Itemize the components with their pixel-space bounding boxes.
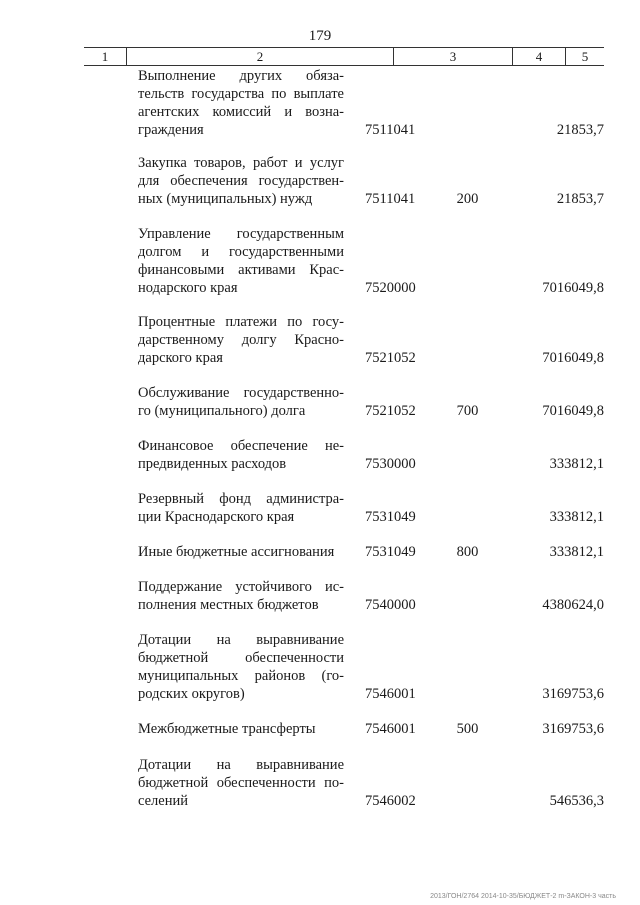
table-header-row (84, 47, 604, 66)
header-col-4: 4 (535, 49, 543, 64)
row-code: 7520000 (365, 280, 416, 296)
row-code: 7531049 (365, 509, 416, 525)
row-amount: 7016049,8 (542, 403, 604, 419)
header-col-3: 3 (449, 49, 457, 64)
row-amount: 7016049,8 (542, 350, 604, 366)
footer-stamp: 2013/ГОН/2764 2014-10-35/БЮДЖЕТ-2 m-ЗАКОН-3 часть (430, 893, 616, 900)
row-description: Закупка товаров, работ и услуг для обеспечения государствен-ных (муниципальных) нужд (138, 155, 344, 207)
row-code: 7540000 (365, 597, 416, 613)
row-description: Выполнение других обяза-тельств государства по выплате агентских комиссий и возна-граждения (138, 68, 344, 138)
row-code: 7531049 (365, 544, 416, 560)
row-type: 200 (456, 191, 479, 207)
row-description: Управление государственным долгом и государственными финансовыми активами Крас-нодарского края (138, 226, 344, 296)
row-amount: 546536,3 (549, 793, 604, 809)
row-code: 7530000 (365, 456, 416, 472)
row-amount: 4380624,0 (542, 597, 604, 613)
row-description: Иные бюджетные ассигнования (138, 544, 335, 560)
row-type: 700 (456, 403, 479, 419)
row-amount: 21853,7 (556, 122, 604, 138)
row-description: Дотации на выравнивание бюджетной обеспеченности по-селений (138, 757, 344, 809)
header-col-5: 5 (581, 49, 589, 64)
row-code: 7546001 (365, 721, 416, 737)
row-code: 7511041 (365, 191, 416, 207)
row-description: Резервный фонд администра-ции Краснодарского края (138, 491, 344, 525)
row-type: 800 (456, 544, 479, 560)
row-code: 7521052 (365, 403, 416, 419)
row-type: 500 (456, 721, 479, 737)
row-description: Процентные платежи по госу-дарственному долгу Красно-дарского края (138, 314, 344, 366)
row-code: 7511041 (365, 122, 416, 138)
row-description: Обслуживание государственно-го (муниципального) долга (138, 385, 344, 419)
header-col-2: 2 (256, 49, 264, 64)
header-col-1: 1 (101, 49, 109, 64)
row-description: Дотации на выравнивание бюджетной обеспеченности муниципальных районов (го-родских округов) (138, 632, 344, 702)
row-code: 7546002 (365, 793, 416, 809)
row-amount: 333812,1 (549, 456, 604, 472)
row-amount: 7016049,8 (542, 280, 604, 296)
row-amount: 21853,7 (556, 191, 604, 207)
row-amount: 333812,1 (549, 544, 604, 560)
row-description: Поддержание устойчивого ис-полнения местных бюджетов (138, 579, 344, 613)
row-amount: 3169753,6 (542, 686, 604, 702)
row-amount: 3169753,6 (542, 721, 604, 737)
row-code: 7521052 (365, 350, 416, 366)
row-amount: 333812,1 (549, 509, 604, 525)
row-description: Финансовое обеспечение не-предвиденных расходов (138, 438, 344, 472)
row-code: 7546001 (365, 686, 416, 702)
page-number: 179 (308, 28, 332, 44)
row-description: Межбюджетные трансферты (138, 721, 316, 737)
